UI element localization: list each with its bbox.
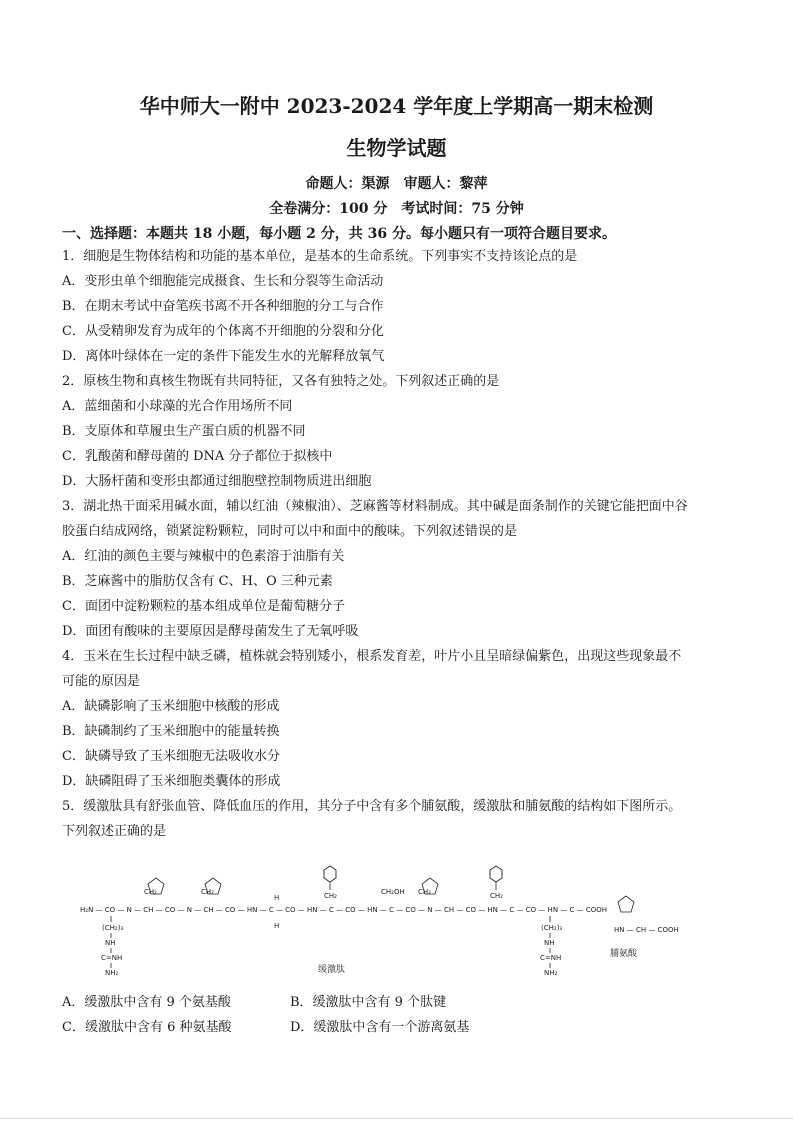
option-c[interactable]: C．缓激肽中含有 6 种氨基酸 bbox=[62, 1020, 232, 1035]
svg-text:(CH₂)₃: (CH₂)₃ bbox=[541, 924, 563, 932]
option-d[interactable]: D．离体叶绿体在一定的条件下能发生水的光解释放氧气 bbox=[62, 349, 385, 364]
option-c[interactable]: C．从受精卵发育为成年的个体离不开细胞的分裂和分化 bbox=[62, 324, 384, 339]
section-heading: 一、选择题：本题共 18 小题，每小题 2 分，共 36 分。每小题只有一项符合题目要求。 bbox=[62, 226, 616, 242]
svg-text:NH: NH bbox=[544, 939, 555, 947]
ch2oh-label: CH₂OH bbox=[381, 888, 405, 896]
right-side-chain bbox=[540, 916, 562, 977]
svg-text:(CH₂)₃: (CH₂)₃ bbox=[102, 924, 124, 932]
ch2-label: CH₂ bbox=[418, 888, 431, 896]
left-side-chain bbox=[101, 916, 123, 977]
ch2-label: CH₂ bbox=[490, 892, 503, 900]
svg-text:HN — CH — COOH: HN — CH — COOH bbox=[614, 926, 679, 934]
option-b[interactable]: B．在期末考试中奋笔疾书离不开各种细胞的分工与合作 bbox=[62, 299, 384, 314]
option-b[interactable]: B．缺磷制约了玉米细胞中的能量转换 bbox=[62, 724, 280, 739]
option-b[interactable]: B．芝麻酱中的脂肪仅含有 C、H、O 三种元素 bbox=[62, 574, 333, 589]
option-a[interactable]: A．缓激肽中含有 9 个氨基酸 bbox=[62, 995, 231, 1010]
ch2-label: CH₂ bbox=[324, 892, 337, 900]
option-c[interactable]: C．乳酸菌和酵母菌的 DNA 分子都位于拟核中 bbox=[62, 449, 333, 464]
option-a[interactable]: A．蓝细菌和小球藻的光合作用场所不同 bbox=[62, 399, 293, 414]
svg-text:NH: NH bbox=[105, 939, 116, 947]
h-label: H bbox=[274, 922, 280, 930]
svg-text:C=NH: C=NH bbox=[101, 954, 123, 962]
option-d[interactable]: D．缓激肽中含有一个游离氨基 bbox=[290, 1020, 470, 1035]
svg-text:NH₂: NH₂ bbox=[544, 969, 558, 977]
question-stem-cont: 可能的原因是 bbox=[62, 674, 141, 689]
question-stem: 3．湖北热干面采用碱水面，辅以红油（辣椒油）、芝麻酱等材料制成。其中碱是面条制作的关键它能把面中谷 bbox=[62, 499, 688, 514]
h-label: H bbox=[274, 894, 280, 902]
option-c[interactable]: C．缺磷导致了玉米细胞无法吸收水分 bbox=[62, 749, 280, 764]
authors-line: 命题人：渠源 审题人：黎萍 bbox=[305, 176, 488, 192]
page-title: 华中师大一附中 2023-2024 学年度上学期高一期末检测 bbox=[139, 94, 654, 118]
svg-text:C=NH: C=NH bbox=[540, 954, 562, 962]
option-a[interactable]: A．红油的颜色主要与辣椒中的色素溶于油脂有关 bbox=[62, 549, 345, 564]
option-d[interactable]: D．缺磷阻碍了玉米细胞类囊体的形成 bbox=[62, 774, 281, 789]
bradykinin-structure-figure bbox=[78, 860, 698, 980]
score-time-line: 全卷满分：100 分 考试时间：75 分钟 bbox=[269, 201, 524, 217]
question-stem-cont: 下列叙述正确的是 bbox=[62, 824, 167, 839]
option-d[interactable]: D．大肠杆菌和变形虫都通过细胞壁控制物质进出细胞 bbox=[62, 474, 372, 489]
option-a[interactable]: A．缺磷影响了玉米细胞中核酸的形成 bbox=[62, 699, 280, 714]
svg-text:NH₂: NH₂ bbox=[105, 969, 119, 977]
option-b[interactable]: B．支原体和草履虫生产蛋白质的机器不同 bbox=[62, 424, 306, 439]
option-a[interactable]: A．变形虫单个细胞能完成摄食、生长和分裂等生命活动 bbox=[62, 274, 384, 289]
option-d[interactable]: D．面团有酸味的主要原因是酵母菌发生了无氧呼吸 bbox=[62, 624, 359, 639]
page-bottom-divider bbox=[0, 1118, 793, 1119]
question-stem: 5．缓激肽具有舒张血管、降低血压的作用，其分子中含有多个脯氨酸，缓激肽和脯氨酸的结构如下图所示。 bbox=[62, 799, 682, 814]
question-stem-cont: 胶蛋白结成网络，锁紧淀粉颗粒，同时可以中和面中的酸味。下列叙述错误的是 bbox=[62, 524, 518, 539]
option-c[interactable]: C．面团中淀粉颗粒的基本组成单位是葡萄糖分子 bbox=[62, 599, 345, 614]
option-b[interactable]: B．缓激肽中含有 9 个肽键 bbox=[290, 995, 447, 1010]
question-stem: 1．细胞是生物体结构和功能的基本单位，是基本的生命系统。下列事实不支持该论点的是 bbox=[62, 249, 578, 264]
question-stem: 4．玉米在生长过程中缺乏磷，植株就会特别矮小，根系发育差，叶片小且呈暗绿偏紫色，出现这些现象最不 bbox=[62, 649, 682, 664]
page-subtitle: 生物学试题 bbox=[346, 136, 447, 160]
proline-molecule bbox=[614, 896, 679, 934]
ch2-label: CH₂ bbox=[144, 888, 157, 896]
bradykinin-label: 缓激肽 bbox=[318, 965, 346, 975]
backbone-formula: H₂N — CO — N — CH — CO — N — CH — CO — HN — C — CO — HN — C — CO — HN — C — CO — N — CH — CO — HN — C — CO — HN — C — COOH bbox=[80, 906, 608, 914]
phenyl-ring bbox=[324, 866, 502, 890]
ch2-label: CH₂ bbox=[201, 888, 214, 896]
question-stem: 2．原核生物和真核生物既有共同特征，又各有独特之处。下列叙述正确的是 bbox=[62, 374, 500, 389]
proline-label: 脯氨酸 bbox=[610, 949, 638, 959]
